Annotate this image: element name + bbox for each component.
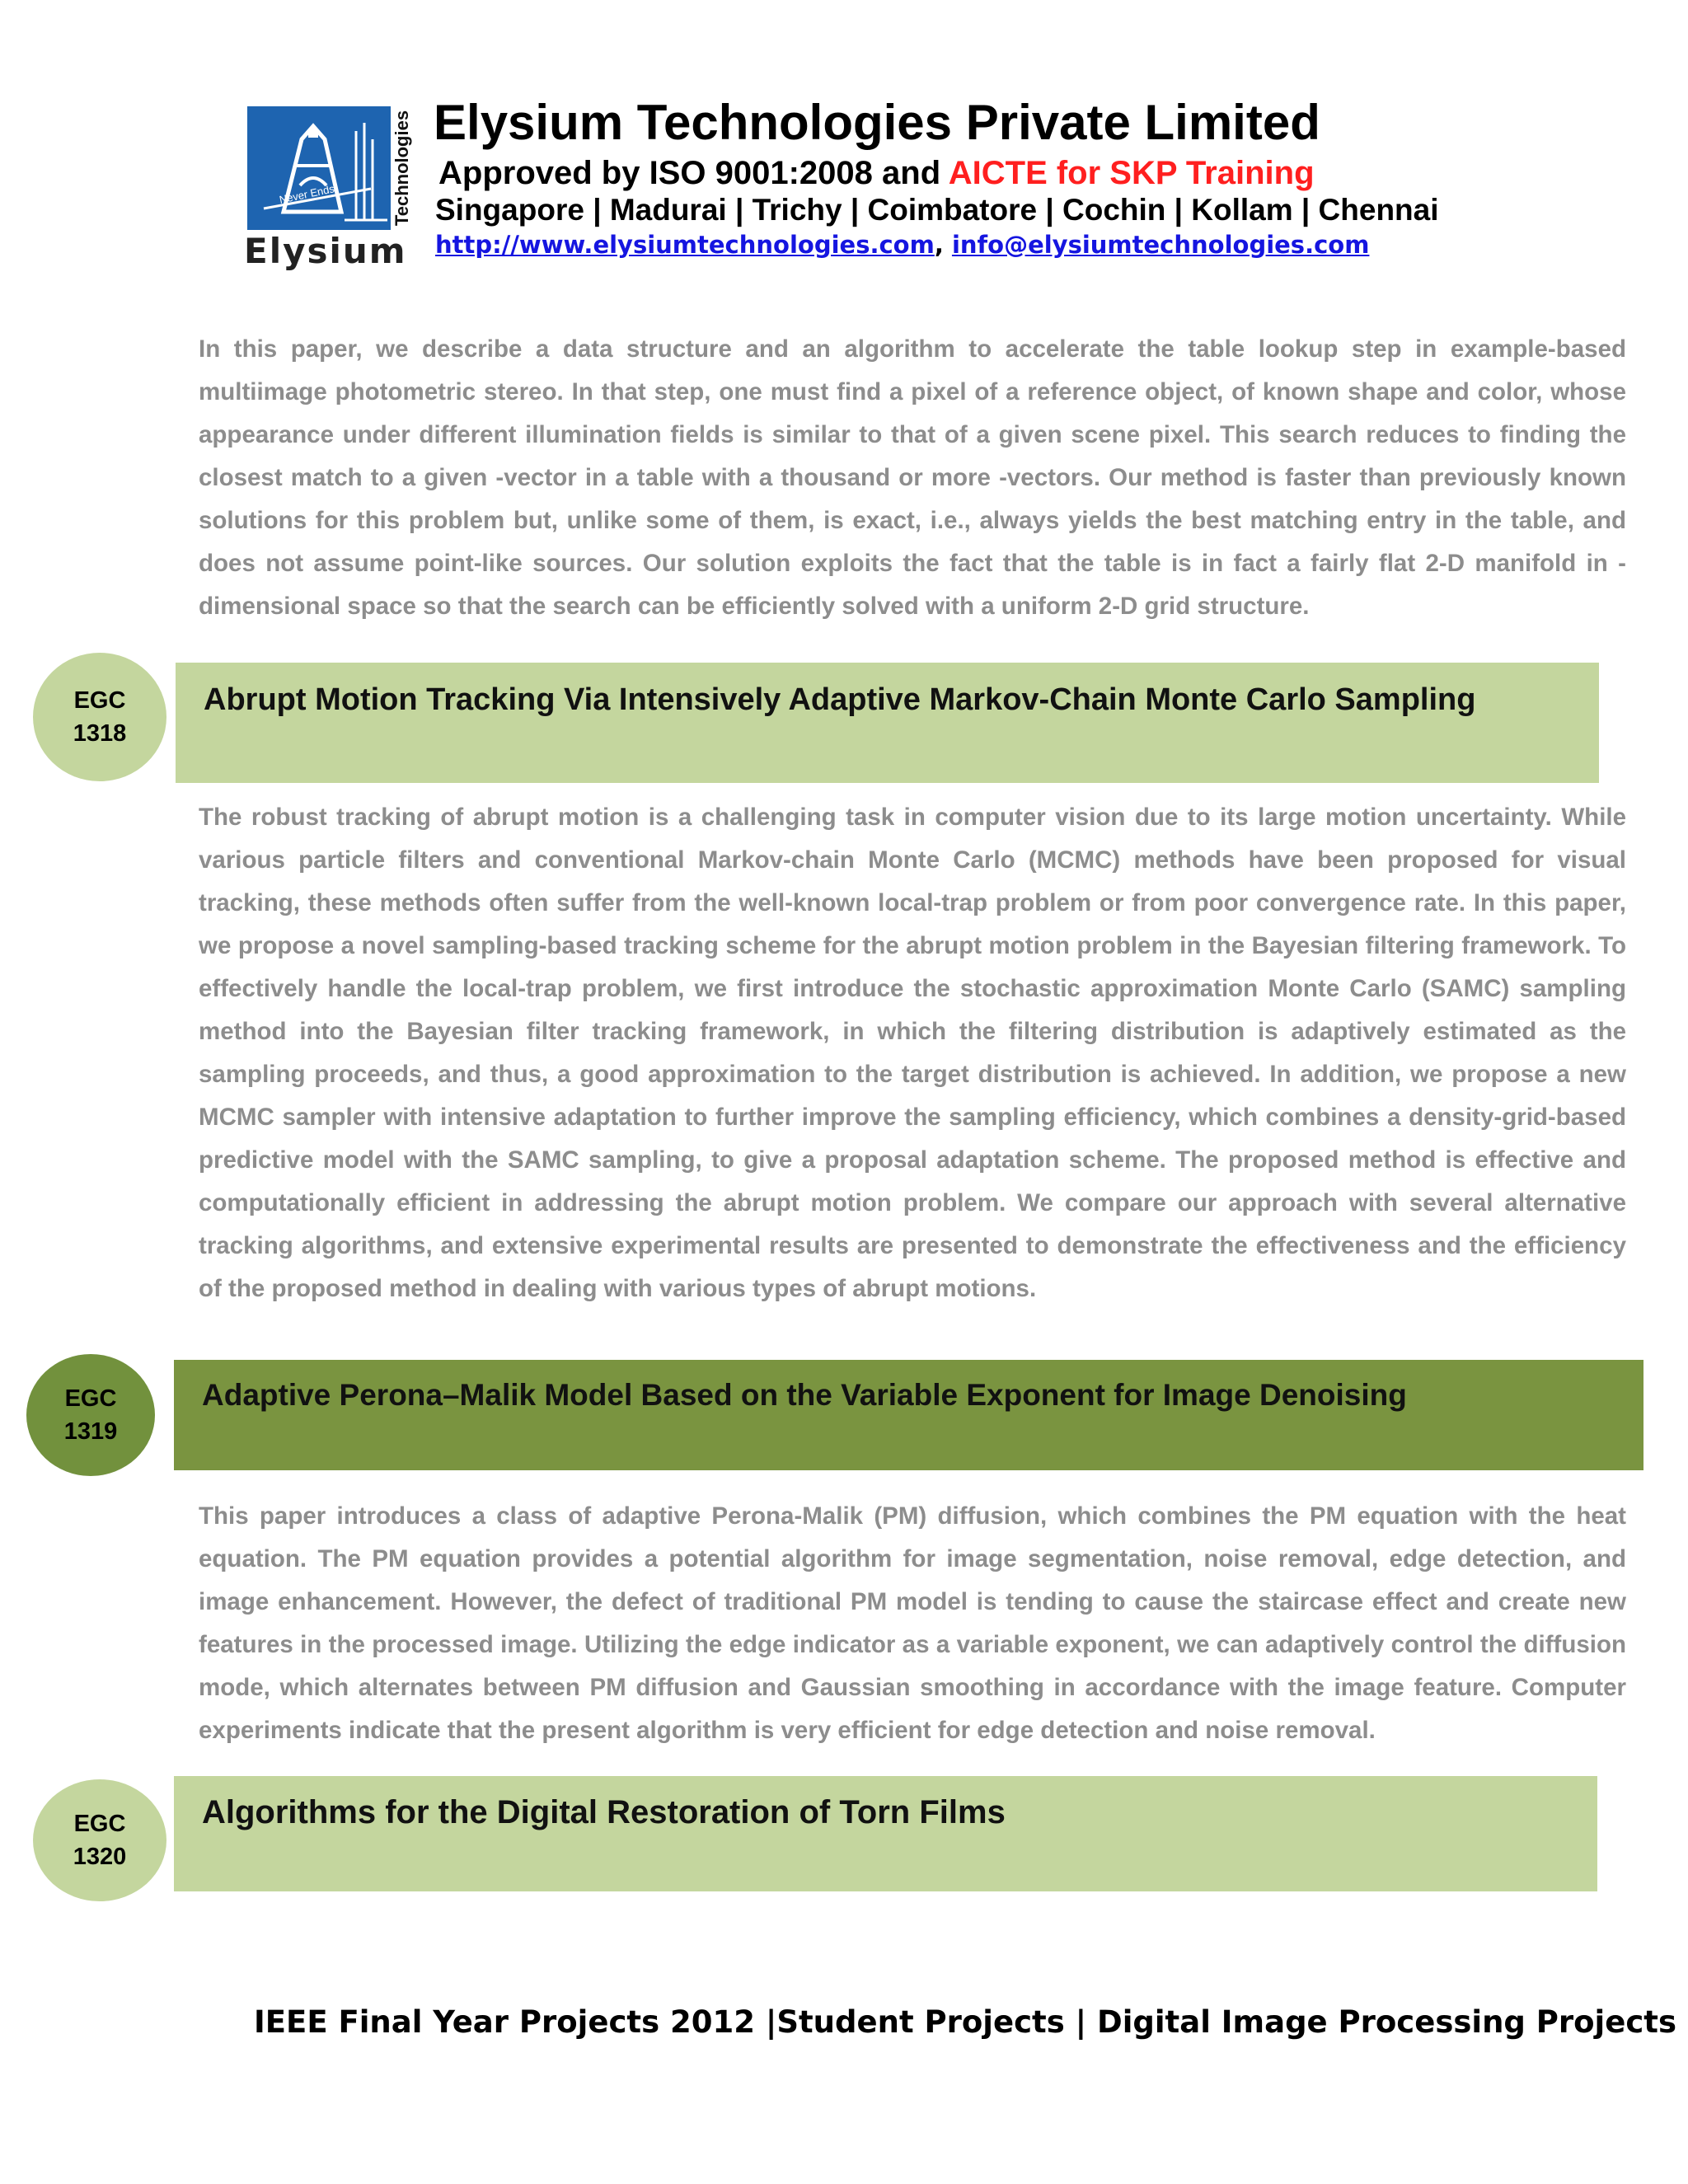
project-abstract: This paper introduces a class of adaptive Perona-Malik (PM) diffusion, which combines the PM equation with the heat equation. The PM equation provides a potential algorithm for image segmentation, noise removal, edge detection, and image enhancement. However, the defect of traditional PM model is tending to cause the staircase effect and create new features in the processed image. Utilizing the edge indicator as a variable exponent, we can adaptively control the diffusion mode, which alternates between PM diffusion and Gaussian smoothing in accordance with the image feature. Computer experiments indicate that the present algorithm is very efficient for edge detection and noise removal. — [199, 1502, 1626, 1744]
logo-vertical-text — [387, 105, 417, 231]
approval-line — [438, 157, 1315, 190]
project-code-badge — [26, 1354, 155, 1476]
company-logo — [247, 106, 391, 230]
project-title: Algorithms for the Digital Restoration of Torn Films — [202, 1794, 1006, 1830]
website-link[interactable]: http://www.elysiumtechnologies.com — [435, 231, 935, 259]
approval-highlight: AICTE for SKP Training — [948, 155, 1315, 191]
email-link[interactable]: info@elysiumtechnologies.com — [951, 231, 1370, 259]
project-code-badge — [33, 1779, 166, 1901]
project-code-badge — [33, 653, 166, 781]
project-abstract: The robust tracking of abrupt motion is a challenging task in computer vision due to its large motion uncertainty. While various particle filters and conventional Markov-chain Monte Carlo (MCMC) methods have been proposed for visual tracking, these methods often suffer from the well-known local-trap problem or from poor convergence rate. In this paper, we propose a novel sampling-based tracking scheme for the abrupt motion problem in the Bayesian filtering framework. To effectively handle the local-trap problem, we first introduce the stochastic approximation Monte Carlo (SAMC) sampling method into the Bayesian filter tracking framework, in which the filtering distribution is adaptively estimated as the sampling proceeds, and thus, a good approximation to the target distribution is achieved. In addition, we propose a new MCMC sampler with intensive adaptation to further improve the sampling efficiency, which combines a density-grid-based predictive model with the SAMC sampling, to give a proposal adaptation scheme. The proposed method is effective and computationally efficient in addressing the abrupt motion problem. We compare our approach with several alternative tracking algorithms, and extensive experimental results are presented to demonstrate the effectiveness and the efficiency of the proposed method in dealing with various types of abrupt motions. — [199, 804, 1626, 1302]
logo-wordmark: Elysium — [244, 231, 407, 271]
intro-abstract: In this paper, we describe a data structure and an algorithm to accelerate the table lookup step in example-based multiimage photometric stereo. In that step, one must find a pixel of a reference object, of known shape and color, whose appearance under different illumination fields is similar to that of a given scene pixel. This search reduces to finding the closest match to a given -vector in a table with a thousand or more -vectors. Our method is faster than previously known solutions for this problem but, unlike some of them, is exact, i.e., always yields the best matching entry in the table, and does not assume point-like sources. Our solution exploits the fact that the table is in fact a fairly flat 2-D manifold in -dimensional space so that the search can be efficiently solved with a uniform 2-D grid structure. — [199, 335, 1626, 620]
project-code-number: 1320 — [73, 1844, 127, 1870]
link-separator: , — [934, 231, 952, 259]
project-title-band — [174, 1776, 1597, 1891]
project-title-band — [176, 663, 1599, 783]
office-cities: Singapore | Madurai | Trichy | Coimbatore | Cochin | Kollam | Chennai — [435, 193, 1439, 227]
project-code-prefix: EGC — [64, 1385, 117, 1412]
project-title: Abrupt Motion Tracking Via Intensively Adaptive Markov-Chain Monte Carlo Sampling — [204, 682, 1476, 717]
logo-vertical-label: Technologies — [392, 110, 413, 227]
tower-logo-icon — [247, 106, 391, 230]
company-name: Elysium Technologies Private Limited — [434, 95, 1320, 150]
approval-prefix: Approved by ISO 9001:2008 and — [438, 155, 949, 191]
project-code-number: 1318 — [73, 720, 127, 747]
contact-links — [435, 233, 1369, 257]
project-code-number: 1319 — [63, 1418, 118, 1445]
project-code-prefix: EGC — [73, 1811, 126, 1837]
logo-motto: Never Ends — [278, 182, 336, 206]
page-footer: IEEE Final Year Projects 2012 |Student Projects | Digital Image Processing Projects — [254, 2004, 1676, 2040]
project-title: Adaptive Perona–Malik Model Based on the Variable Exponent for Image Denoising — [202, 1378, 1407, 1412]
project-code-prefix: EGC — [73, 687, 126, 714]
project-title-band — [174, 1360, 1643, 1470]
